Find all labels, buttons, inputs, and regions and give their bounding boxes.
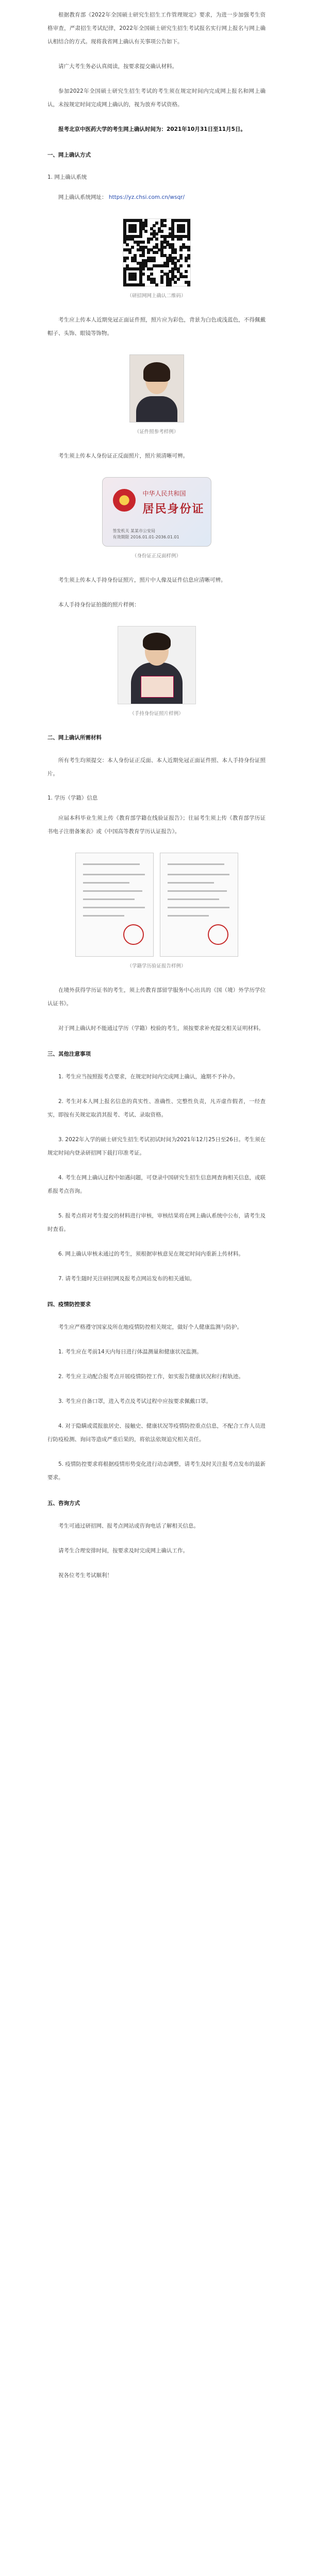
paragraph: 7. 请考生随时关注研招网及报考点网站发布的相关通知。 [58,1276,195,1282]
paragraph: 4. 对于隐瞒或谎报旅居史、接触史、健康状况等疫情防控重点信息，不配合工作人员进行防疫检测、询问等造成严重后果的，将依法依规追究相关责任。 [47,1423,266,1443]
idcard-valid: 有效期限 2016.01.01-2036.01.01 [112,535,179,539]
portrait-photo [129,354,184,422]
idcard-main: 居民身份证 [142,502,205,516]
paragraph: 6. 网上确认审核未通过的考生，须根据审核意见在规定时间内重新上传材料。 [58,1251,244,1257]
paragraph [47,191,266,204]
idcard-caption: （身份证正反面样例） [131,553,181,559]
idcard-issuer: 签发机关 某某市公安局 [112,529,156,533]
holding-caption: （手持身份证照片样例） [129,711,184,717]
intro-paragraph: 根据教育部《2022年全国硕士研究生招生工作管理规定》要求，为进一步加强考生资格审查，严肃招生考试纪律，2022年全国硕士研究生招生考试报名实行网上报名与网上确认相结合的方式。现将我省网上确认有关事项公告如下。 [47,12,266,45]
section-heading: 一、网上确认方式 [47,152,91,158]
report-image [160,853,238,957]
holding-figure [47,626,266,717]
paragraph: 3. 2022年入学的硕士研究生招生考试初试时间为2021年12月25日至26日。考生须在规定时间内登录研招网下载打印准考证。 [47,1137,266,1156]
confirm-url-link[interactable]: https://yz.chsi.com.cn/wsqr/ [108,194,185,200]
photo-caption: （证件照参考样例） [134,429,179,435]
idcard-title: 中华人民共和国 [142,490,186,497]
paragraph: 考生可通过研招网、报考点网站或咨询电话了解相关信息。 [58,1523,199,1529]
section-heading: 二、网上确认所需材料 [47,735,102,741]
photo-figure [47,354,266,435]
qr-figure [47,218,266,299]
paragraph: 请考生合理安排时间，按要求及时完成网上确认工作。 [58,1548,188,1554]
section-heading: 四、疫情防控要求 [47,1301,91,1308]
idcard-info [113,528,179,540]
national-emblem-icon [113,489,136,512]
report-caption: （学籍学历验证报告样例） [127,963,186,969]
intro-paragraph: 请广大考生务必认真阅读，按要求提交确认材料。 [58,63,177,70]
paragraph: 2. 考生对本人网上报名信息的真实性、准确性、完整性负责，凡弄虚作假者，一经查实，即按有关规定取消其报考、考试、录取资格。 [47,1098,266,1118]
paragraph: 5. 疫情防控要求将根据疫情形势变化进行动态调整，请考生及时关注报考点发布的最新要求。 [47,1461,266,1481]
paragraph: 考生须上传本人手持身份证照片，照片中人像及证件信息应清晰可辨。 [58,577,226,583]
paragraph: 考生须上传本人身份证正反面照片，照片须清晰可辨。 [58,453,188,459]
intro-deadline: 报考北京中医药大学的考生网上确认时间为：2021年10月31日至11月5日。 [58,126,246,132]
paragraph: 3. 考生应自备口罩，进入考点及考试过程中应按要求佩戴口罩。 [58,1398,211,1404]
paragraph: 所有考生均须提交：本人身份证正反面、本人近期免冠正面证件照、本人手持身份证照片。 [47,757,266,777]
subheading: 1. 学历（学籍）信息 [47,795,98,801]
section-heading: 三、其他注意事项 [47,1051,91,1057]
url-label: 网上确认系统网址： [58,194,107,200]
subheading: 1. 网上确认系统 [47,174,87,180]
paragraph: 应届本科毕业生须上传《教育部学籍在线验证报告》；往届考生须上传《教育部学历证书电子注册备案表》或《中国高等教育学历认证报告》。 [47,815,266,835]
idcard-image [102,477,211,547]
paragraph: 考生应上传本人近期免冠正面证件照，照片应为彩色，背景为白色或浅蓝色，不得佩戴帽子、头饰、眼镜等饰物。 [47,317,266,336]
paragraph: 2. 考生应主动配合报考点开展疫情防控工作，如实报告健康状况和行程轨迹。 [58,1374,244,1380]
report-image [75,853,154,957]
qr-caption: （研招网网上确认二维码） [127,293,186,299]
paragraph: 祝各位考生考试顺利！ [58,1572,112,1579]
paragraph: 在境外获得学历证书的考生，须上传教育部留学服务中心出具的《国（境）外学历学位认证书》。 [47,987,266,1007]
section-heading: 五、咨询方式 [47,1500,80,1506]
paragraph: 4. 考生在网上确认过程中如遇问题，可登录中国研究生招生信息网查询相关信息，或联系报考点咨询。 [47,1175,266,1194]
qr-code-image [123,218,191,286]
stamp-icon [208,924,228,945]
paragraph: 考生应严格遵守国家及所在地疫情防控相关规定，做好个人健康监测与防护。 [58,1324,242,1330]
intro-paragraph: 参加2022年全国硕士研究生招生考试的考生须在规定时间内完成网上报名和网上确认，未按规定时间完成网上确认的，视为放弃考试资格。 [47,88,266,108]
paragraph: 对于网上确认时不能通过学历（学籍）校验的考生，须按要求补充提交相关证明材料。 [58,1025,264,1031]
paragraph: 本人手持身份证拍摄的照片样例： [58,602,140,608]
article-body [47,8,266,1594]
paragraph: 1. 考生应当按照报考点要求，在规定时间内完成网上确认，逾期不予补办。 [58,1074,239,1080]
idcard-figure [47,477,266,559]
paragraph: 1. 考生应在考前14天内每日进行体温测量和健康状况监测。 [58,1349,202,1355]
stamp-icon [123,924,144,945]
report-figure [47,853,266,969]
holding-idcard-photo [118,626,196,704]
paragraph: 5. 报考点将对考生提交的材料进行审核，审核结果将在网上确认系统中公布，请考生及时查看。 [47,1213,266,1232]
